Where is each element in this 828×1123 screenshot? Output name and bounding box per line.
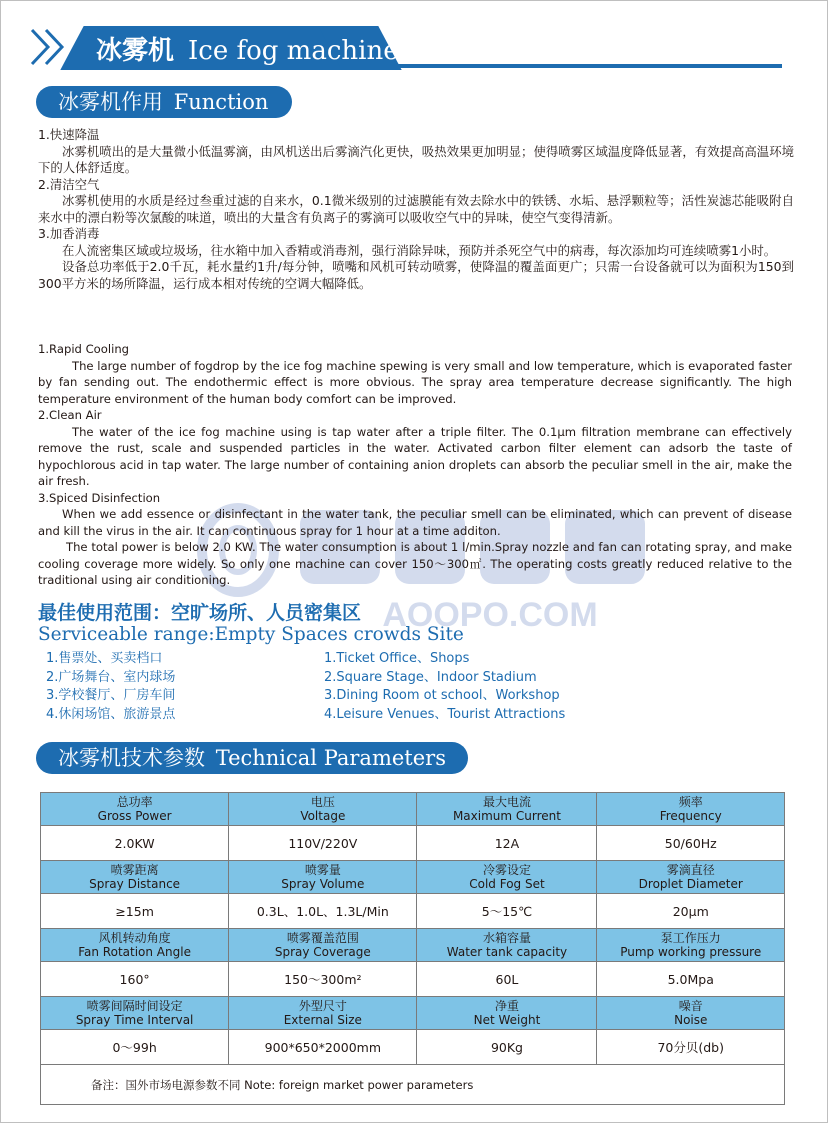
range-list-cn	[46, 650, 175, 724]
params-table	[40, 792, 785, 1105]
range-item-en: 2.Square Stage、Indoor Stadium	[324, 669, 537, 685]
function-heading-en: 1.Rapid Cooling	[38, 342, 130, 356]
param-header-cell: 喷雾覆盖范围 Spray Coverage	[229, 929, 417, 962]
param-header-cell: 水箱容量 Water tank capacity	[417, 929, 597, 962]
range-item-en: 4.Leisure Venues、Tourist Attractions	[324, 706, 566, 722]
function-summary-en: The total power is below 2.0 KW. The water consumption is about 1 l/min.Spray nozzle and fan can rotating spray, and make cooling coverage more widely. So only one machine can cover 150～300㎡. The operating costs greatly reduced relative to the traditional using air conditioning.	[38, 540, 792, 587]
param-value-cell: 2.0KW	[41, 826, 229, 861]
param-value-cell: 5.0Mpa	[597, 962, 785, 997]
param-header-cell: 外型尺寸 External Size	[229, 997, 417, 1030]
function-body-cn: 冰雾机喷出的是大量微小低温雾滴，由风机送出后雾滴汽化更快，吸热效果更加明显；使得喷雾区域温度降低显著，有效提高高温环境下的人体舒适度。	[38, 143, 794, 175]
range-item-en: 1.Ticket Office、Shops	[324, 651, 470, 666]
param-header-cell: 噪音 Noise	[597, 997, 785, 1030]
params-title-cn: 冰雾机技术参数	[58, 746, 205, 770]
param-value-cell: 12A	[417, 826, 597, 861]
range-list-en	[324, 650, 565, 724]
function-heading-en: 3.Spiced Disinfection	[38, 490, 161, 505]
range-item-cn: 1.售票处、买卖档口	[46, 651, 163, 666]
function-summary-cn: 设备总功率低于2.0千瓦，耗水量约1升/每分钟，喷嘴和风机可转动喷雾，使降温的覆盖面更广；只需一台设备就可以为面积为150到300平方米的场所降温，运行成本相对传统的空调大幅降低。	[38, 259, 794, 291]
param-header-cell: 最大电流 Maximum Current	[417, 793, 597, 826]
param-value-cell: 160°	[41, 962, 229, 997]
range-title-cn: 最佳使用范围：空旷场所、人员密集区	[38, 602, 362, 624]
function-title-cn: 冰雾机作用	[58, 90, 163, 114]
range-item-cn: 2.广场舞台、室内球场	[46, 669, 176, 685]
banner-rule	[340, 64, 782, 68]
param-value-cell: 110V/220V	[229, 826, 417, 861]
watermark-text: AOOPO.COM	[382, 596, 598, 634]
function-body-cn: 在人流密集区域或垃圾场，往水箱中加入香精或消毒剂，强行消除异味，预防并杀死空气中的病毒，每次添加均可连续喷雾1小时。	[62, 242, 777, 258]
chevron-right-icon	[44, 28, 66, 66]
param-value-cell: 900*650*2000mm	[229, 1030, 417, 1065]
param-header-cell: 喷雾量 Spray Volume	[229, 861, 417, 894]
function-heading-cn: 3.加香消毒	[38, 226, 100, 241]
params-header-row	[41, 997, 785, 1030]
function-body-en: When we add essence or disinfectant in the water tank, the peculiar smell can be eliminated, which can prevent of disease and kill the virus in the air. It can continuous spray for 1 hour at a time additon.	[38, 507, 792, 538]
param-value-cell: 150～300m²	[229, 962, 417, 997]
header-banner	[0, 22, 790, 72]
function-section-header	[36, 86, 292, 118]
param-header-cell: 总功率 Gross Power	[41, 793, 229, 826]
param-header-cell: 频率 Frequency	[597, 793, 785, 826]
params-value-row	[41, 894, 785, 929]
param-header-cell: 冷雾设定 Cold Fog Set	[417, 861, 597, 894]
range-title-en: Serviceable range:Empty Spaces crowds Site	[38, 624, 464, 645]
function-text-cn	[38, 127, 794, 292]
page-title-cn: 冰雾机	[96, 36, 175, 66]
params-section-header	[36, 742, 468, 774]
param-value-cell: 60L	[417, 962, 597, 997]
function-body-cn: 冰雾机使用的水质是经过叁重过滤的自来水，0.1微米级别的过滤膜能有效去除水中的铁锈、水垢、悬浮颗粒等；活性炭滤芯能吸附自来水中的漂白粉等次氯酸的味道，喷出的大量含有负离子的雾滴可以吸收空气中的异味，使空气变得清新。	[38, 193, 794, 225]
function-title-en: Function	[173, 90, 269, 114]
params-header-row	[41, 861, 785, 894]
page-title	[96, 30, 399, 67]
params-title-en: Technical Parameters	[215, 746, 446, 770]
params-header-row	[41, 793, 785, 826]
params-note: 备注：国外市场电源参数不同 Note: foreign market power parameters	[41, 1065, 785, 1105]
params-value-row	[41, 826, 785, 861]
param-header-cell: 电压 Voltage	[229, 793, 417, 826]
param-value-cell: 5～15℃	[417, 894, 597, 929]
param-header-cell: 净重 Net Weight	[417, 997, 597, 1030]
function-body-en: The large number of fogdrop by the ice fog machine spewing is very small and low temperature, which is evaporated faster by fan sending out. The endothermic effect is more obvious. The spray area temperature decrease significantly. The high temperature environment of the human body comfort can be improved.	[38, 358, 792, 406]
param-value-cell: 90Kg	[417, 1030, 597, 1065]
params-value-row	[41, 1030, 785, 1065]
params-header-row	[41, 929, 785, 962]
range-item-en: 3.Dining Room ot school、Workshop	[324, 688, 560, 703]
params-value-row	[41, 962, 785, 997]
param-value-cell: 50/60Hz	[597, 826, 785, 861]
param-header-cell: 泵工作压力 Pump working pressure	[597, 929, 785, 962]
function-heading-cn: 2.清洁空气	[38, 176, 100, 192]
range-item-cn: 3.学校餐厅、厂房车间	[46, 688, 176, 703]
param-value-cell: 0.3L、1.0L、1.3L/Min	[229, 894, 417, 929]
param-value-cell: 0～99h	[41, 1030, 229, 1065]
param-header-cell: 喷雾距离 Spray Distance	[41, 861, 229, 894]
function-text-en	[38, 341, 792, 589]
page-title-en: Ice fog machine	[188, 36, 399, 66]
param-header-cell: 风机转动角度 Fan Rotation Angle	[41, 929, 229, 962]
param-value-cell: 70分贝(db)	[597, 1030, 785, 1065]
range-item-cn: 4.休闲场馆、旅游景点	[46, 706, 176, 722]
param-value-cell: 20μm	[597, 894, 785, 929]
param-value-cell: ≥15m	[41, 894, 229, 929]
param-header-cell: 喷雾间隔时间设定 Spray Time Interval	[41, 997, 229, 1030]
function-body-en: The water of the ice fog machine using is tap water after a triple filter. The 0.1μm filtration membrane can effectively remove the rust, scale and suspended particles in the water. Activated carbon filter element can adsorb the taste of hypochlorous acid in tap water. The large number of containing anion droplets can absorb the peculiar smell in the air, make the air fresh.	[38, 424, 792, 488]
function-heading-cn: 1.快速降温	[38, 127, 100, 142]
params-note-row	[41, 1065, 785, 1105]
function-heading-en: 2.Clean Air	[38, 408, 102, 422]
param-header-cell: 雾滴直径 Droplet Diameter	[597, 861, 785, 894]
